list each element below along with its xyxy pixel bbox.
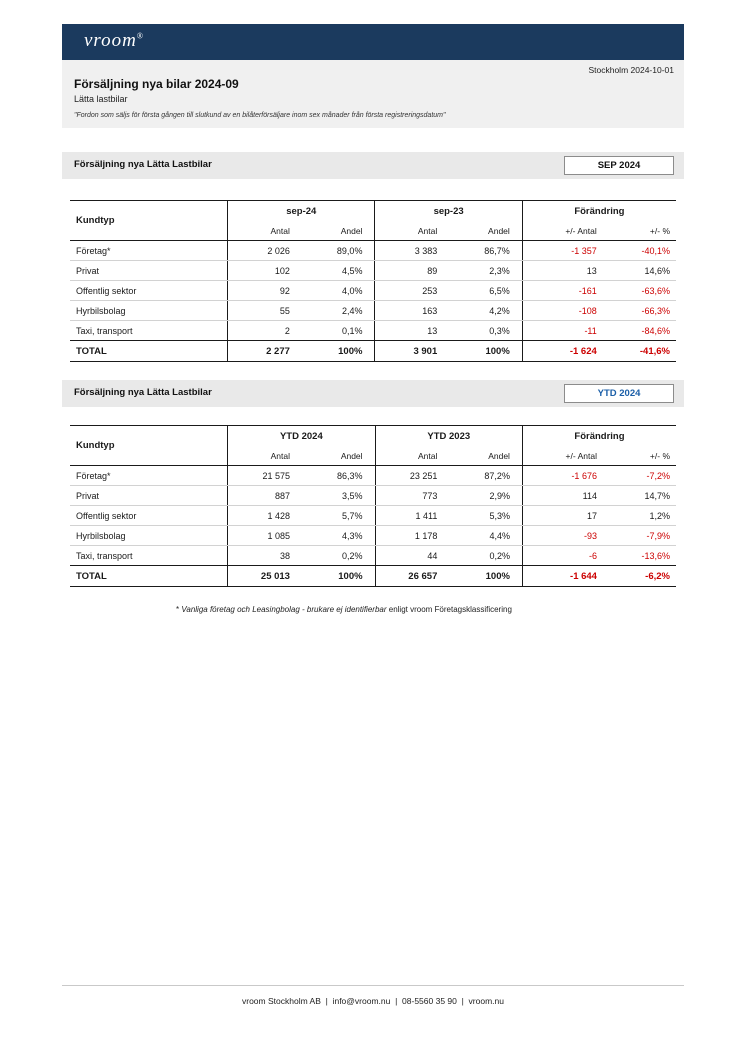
cell-kundtyp: Taxi, transport <box>76 550 133 561</box>
table-row <box>70 281 676 301</box>
cell-diff-antal: -161 <box>522 281 606 301</box>
table-row <box>70 301 676 321</box>
col-andel-current: Andel <box>300 221 375 241</box>
cell-total-andel: 100% <box>300 566 375 587</box>
table-body <box>70 466 676 587</box>
table-row <box>70 486 676 506</box>
cell-diff-pct: 14,7% <box>607 486 676 506</box>
cell-kundtyp: Företag* <box>70 466 228 486</box>
table-row <box>70 546 676 566</box>
cell-diff-antal: -93 <box>522 526 607 546</box>
col-group-change: Förändring <box>522 201 676 222</box>
period-badge-sep: SEP 2024 <box>564 156 674 175</box>
footer-phone: 08-5560 35 90 <box>402 996 457 1006</box>
cell-prev-andel: 4,2% <box>447 301 522 321</box>
cell-diff-pct: -7,9% <box>607 526 676 546</box>
col-group-previous: YTD 2023 <box>375 426 522 447</box>
section-header-sep <box>62 152 684 179</box>
cell-prev-antal: 3 383 <box>375 241 447 261</box>
cell-total-andel: 100% <box>300 341 375 362</box>
cell-kundtyp: Privat <box>70 261 228 281</box>
cell-antal: 102 <box>228 261 300 281</box>
cell-diff-pct: -66,3% <box>607 301 676 321</box>
cell-andel: 0,1% <box>341 325 363 336</box>
cell-total-label: TOTAL <box>70 566 228 587</box>
col-antal-current: Antal <box>228 221 300 241</box>
cell-total-antal: 25 013 <box>228 566 300 587</box>
cell-total-diff-antal: -1 624 <box>522 341 606 362</box>
cell-total-antal: 2 277 <box>228 341 300 362</box>
cell-prev-andel: 4,4% <box>447 526 522 546</box>
table-row <box>70 241 676 261</box>
cell-prev-antal: 13 <box>375 321 447 341</box>
cell-diff-antal: -1 676 <box>522 466 607 486</box>
table-total-row <box>70 341 676 362</box>
footnote-italic: Vanliga företag och Leasingbolag - brukare ej identifierbar <box>181 605 387 614</box>
footer-sep-1: | <box>325 996 328 1006</box>
footnote-star: * <box>176 605 182 614</box>
table-row <box>70 261 676 281</box>
footer-company: vroom Stockholm AB <box>242 996 321 1006</box>
cell-kundtyp: Taxi, transport <box>76 325 133 336</box>
cell-kundtyp: Offentlig sektor <box>70 506 228 526</box>
table-head <box>70 426 676 466</box>
cell-prev-andel: 0,3% <box>489 325 510 336</box>
cell-antal: 92 <box>228 281 300 301</box>
col-diff-antal: +/- Antal <box>522 446 607 466</box>
col-group-previous: sep-23 <box>375 201 522 222</box>
footer-email[interactable]: info@vroom.nu <box>332 996 391 1006</box>
date-line: Stockholm 2024-10-01 <box>588 65 674 75</box>
title-block <box>62 60 684 128</box>
cell-total-prev-andel: 100% <box>447 341 522 362</box>
cell-andel: 2,4% <box>300 301 375 321</box>
cell-kundtyp: Privat <box>70 486 228 506</box>
cell-antal: 2 <box>228 321 300 341</box>
cell-antal: 2 026 <box>228 241 300 261</box>
table-header-group-row <box>70 426 676 447</box>
cell-prev-antal: 253 <box>375 281 447 301</box>
table-row <box>70 321 676 341</box>
cell-antal: 1 428 <box>228 506 300 526</box>
cell-total-prev-andel: 100% <box>447 566 522 587</box>
table-head <box>70 201 676 241</box>
cell-kundtyp: Företag* <box>70 241 228 261</box>
cell-prev-andel: 2,3% <box>447 261 522 281</box>
cell-prev-antal: 1 178 <box>375 526 447 546</box>
sales-table-ytd <box>70 425 676 587</box>
section-label-sep: Försäljning nya Lätta Lastbilar <box>74 159 212 170</box>
cell-antal: 55 <box>228 301 300 321</box>
cell-andel: 0,2% <box>342 550 363 561</box>
cell-prev-andel: 6,5% <box>447 281 522 301</box>
registered-mark-icon: ® <box>136 31 144 41</box>
page-title: Försäljning nya bilar 2024-09 <box>74 77 239 91</box>
cell-prev-andel: 5,3% <box>447 506 522 526</box>
cell-andel: 5,7% <box>300 506 375 526</box>
cell-antal: 887 <box>228 486 300 506</box>
table-row <box>70 466 676 486</box>
cell-total-diff-pct: -41,6% <box>607 341 676 362</box>
cell-diff-antal: -6 <box>522 546 607 566</box>
cell-diff-pct: 14,6% <box>607 261 676 281</box>
cell-kundtyp: Hyrbilsbolag <box>70 301 228 321</box>
cell-prev-antal: 163 <box>375 301 447 321</box>
cell-prev-andel: 2,9% <box>447 486 522 506</box>
cell-andel: 4,0% <box>300 281 375 301</box>
col-antal-current: Antal <box>228 446 300 466</box>
footer-sep-2: | <box>395 996 398 1006</box>
cell-kundtyp: Hyrbilsbolag <box>70 526 228 546</box>
cell-diff-antal: 17 <box>522 506 607 526</box>
cell-total-diff-pct: -6,2% <box>607 566 676 587</box>
footer-website[interactable]: vroom.nu <box>468 996 504 1006</box>
table-header-group-row <box>70 201 676 222</box>
col-andel-previous: Andel <box>447 221 522 241</box>
cell-total-prev-antal: 3 901 <box>375 341 447 362</box>
cell-andel: 89,0% <box>300 241 375 261</box>
col-diff-antal: +/- Antal <box>522 221 606 241</box>
cell-andel: 3,5% <box>300 486 375 506</box>
cell-diff-pct: -7,2% <box>607 466 676 486</box>
cell-diff-antal: 114 <box>522 486 607 506</box>
table-body <box>70 241 676 362</box>
col-antal-previous: Antal <box>375 221 447 241</box>
cell-antal: 1 085 <box>228 526 300 546</box>
cell-diff-pct: -40,1% <box>607 241 676 261</box>
cell-total-diff-antal: -1 644 <box>522 566 607 587</box>
cell-diff-pct: -84,6% <box>641 325 670 336</box>
footer-sep-3: | <box>461 996 464 1006</box>
cell-prev-antal: 23 251 <box>375 466 447 486</box>
table-row <box>70 526 676 546</box>
cell-total-label: TOTAL <box>70 341 228 362</box>
cell-total-prev-antal: 26 657 <box>375 566 447 587</box>
col-group-current: YTD 2024 <box>228 426 375 447</box>
period-badge-ytd: YTD 2024 <box>564 384 674 403</box>
vroom-logo <box>84 30 144 52</box>
cell-prev-antal: 1 411 <box>375 506 447 526</box>
col-kundtyp: Kundtyp <box>70 426 228 466</box>
cell-diff-antal: -1 357 <box>522 241 606 261</box>
col-andel-current: Andel <box>300 446 375 466</box>
col-diff-pct: +/- % <box>607 446 676 466</box>
col-kundtyp: Kundtyp <box>70 201 228 241</box>
brand-bar <box>62 24 684 60</box>
cell-antal: 38 <box>228 546 300 566</box>
col-antal-previous: Antal <box>375 446 447 466</box>
footnote-rest: enligt vroom Företagsklassificering <box>386 605 512 614</box>
logo-text: vroom <box>84 30 137 51</box>
cell-prev-antal: 773 <box>375 486 447 506</box>
cell-prev-antal: 44 <box>375 546 447 566</box>
page-subtitle: Lätta lastbilar <box>74 94 128 104</box>
table-total-row <box>70 566 676 587</box>
cell-diff-antal: -11 <box>522 321 606 341</box>
cell-diff-antal: 13 <box>522 261 606 281</box>
cell-andel: 4,3% <box>300 526 375 546</box>
page-footer <box>62 985 684 1006</box>
table-row <box>70 506 676 526</box>
definition-note: "Fordon som säljs för första gången till slutkund av en bilåterförsäljare inom sex månader från första registreringsdatum" <box>74 112 446 119</box>
cell-diff-pct: 1,2% <box>607 506 676 526</box>
sales-table-sep <box>70 200 676 362</box>
section-header-ytd <box>62 380 684 407</box>
col-group-change: Förändring <box>522 426 676 447</box>
cell-diff-pct: -13,6% <box>641 550 670 561</box>
col-diff-pct: +/- % <box>607 221 676 241</box>
cell-diff-antal: -108 <box>522 301 606 321</box>
cell-prev-andel: 86,7% <box>447 241 522 261</box>
col-group-current: sep-24 <box>228 201 375 222</box>
cell-kundtyp: Offentlig sektor <box>70 281 228 301</box>
cell-antal: 21 575 <box>228 466 300 486</box>
footnote <box>176 605 512 614</box>
cell-prev-andel: 87,2% <box>447 466 522 486</box>
cell-andel: 4,5% <box>300 261 375 281</box>
cell-prev-andel: 0,2% <box>489 550 510 561</box>
col-andel-previous: Andel <box>447 446 522 466</box>
cell-andel: 86,3% <box>300 466 375 486</box>
section-label-ytd: Försäljning nya Lätta Lastbilar <box>74 387 212 398</box>
cell-diff-pct: -63,6% <box>607 281 676 301</box>
cell-prev-antal: 89 <box>375 261 447 281</box>
